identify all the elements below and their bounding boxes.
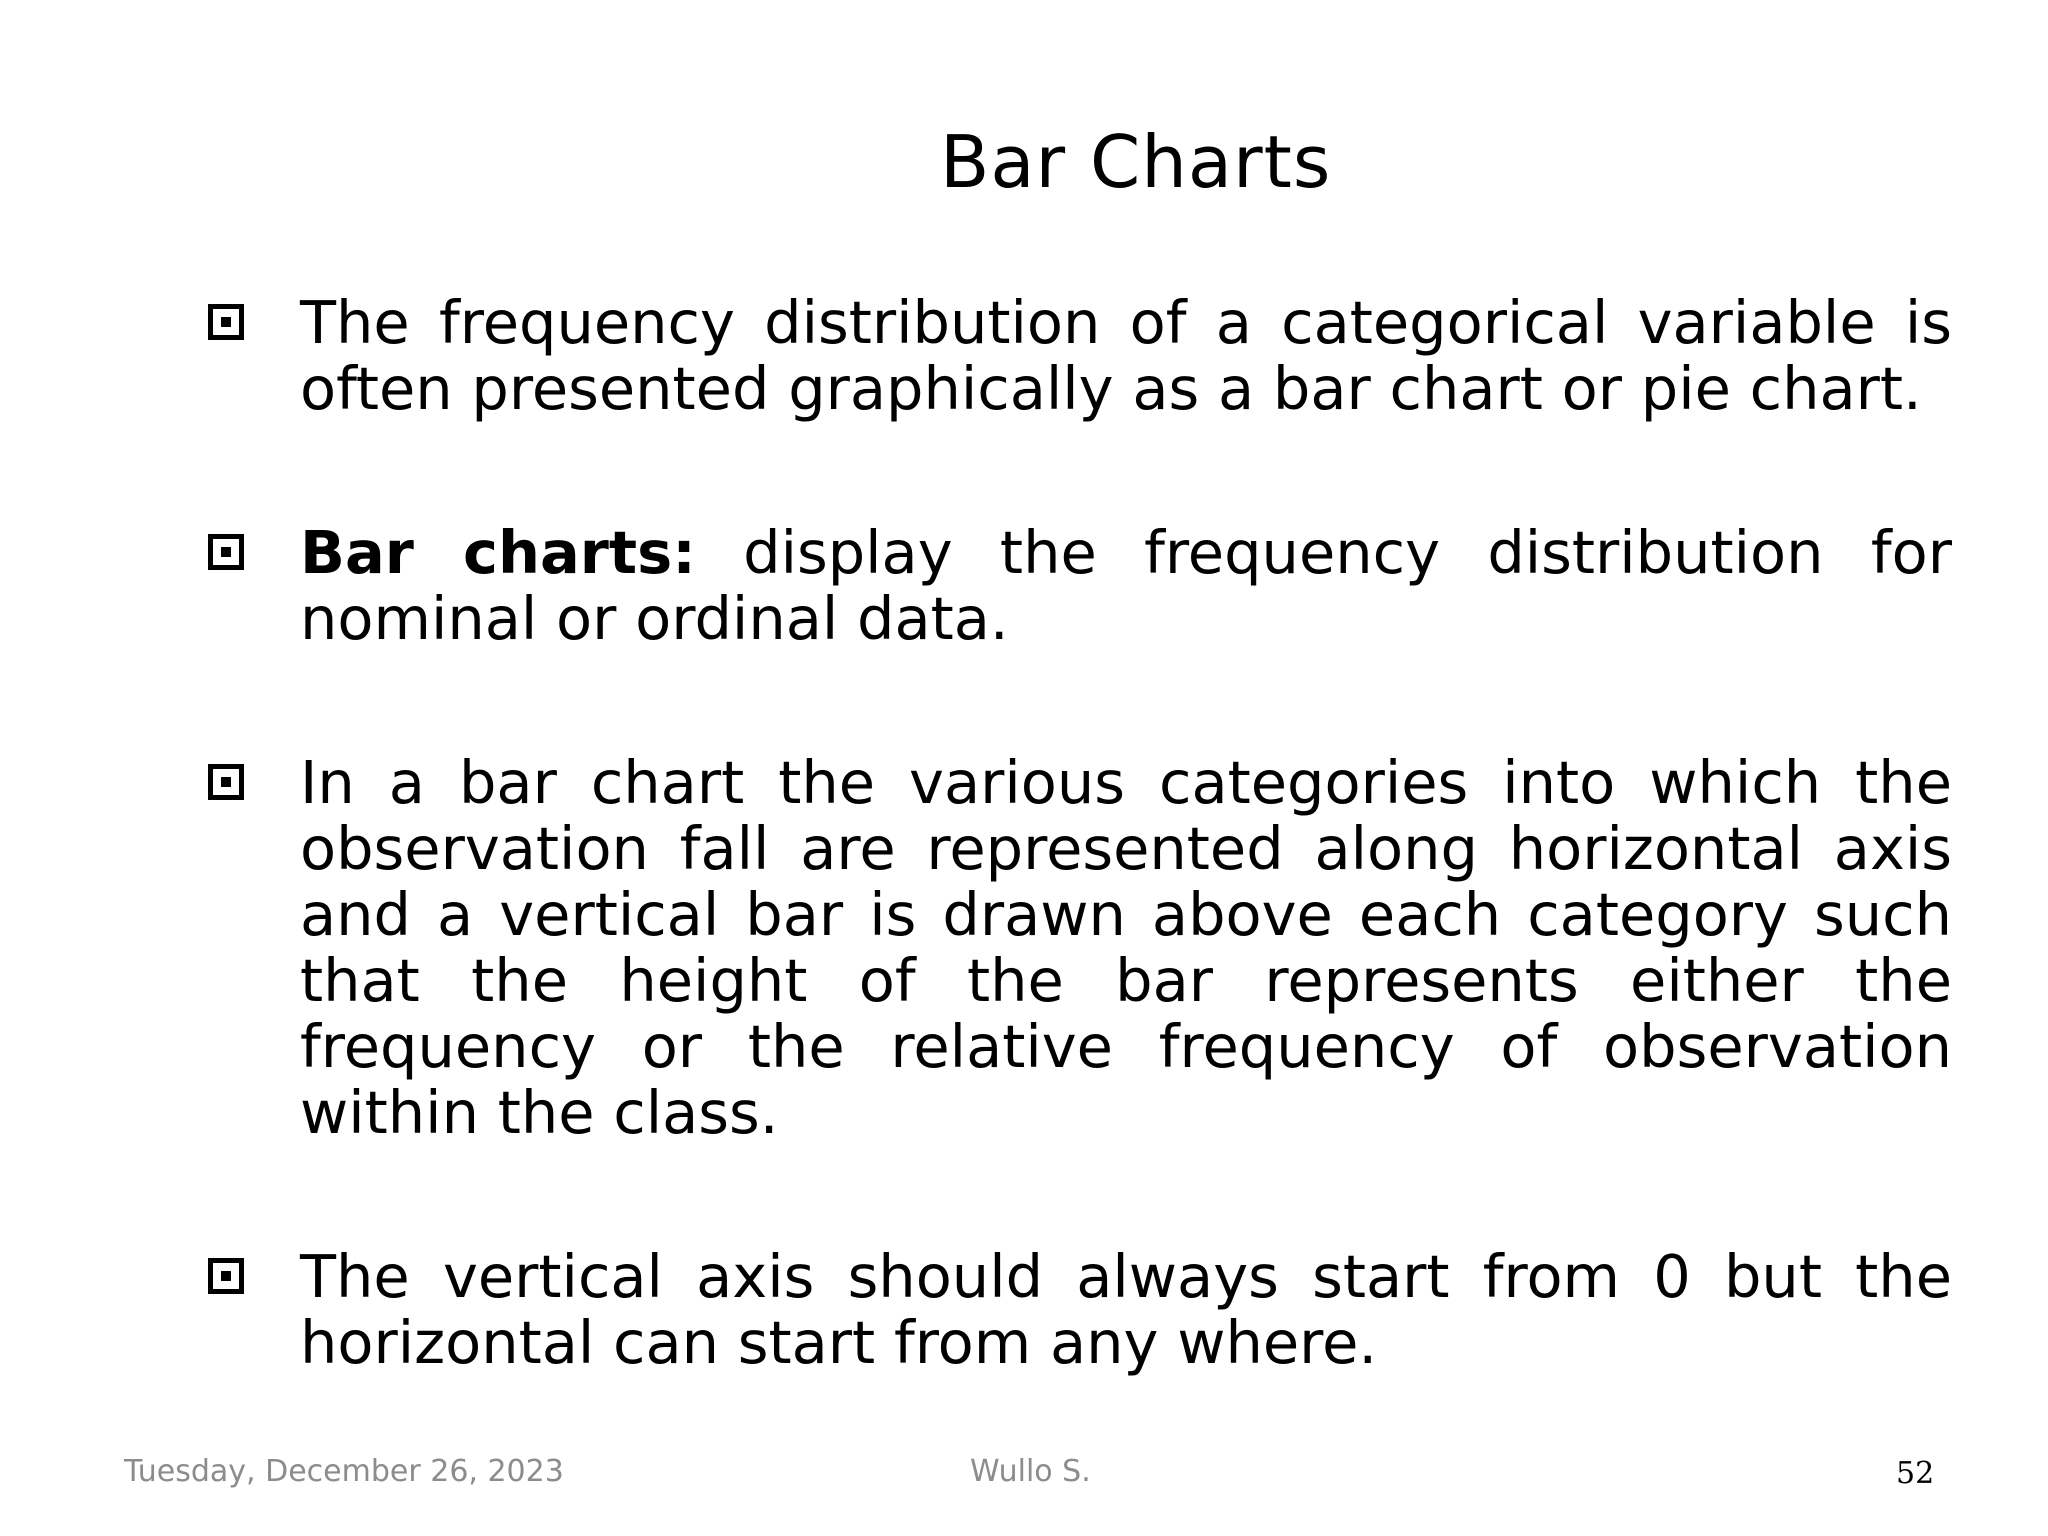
square-bullet-icon [208, 764, 244, 800]
bullet-bold-term: Bar charts: [300, 518, 696, 587]
bullet-text: display the frequency distribution for nominal or ordinal data. [300, 518, 1952, 653]
bullet-item [208, 1244, 1952, 1376]
square-bullet-icon [208, 534, 244, 570]
page-number: 52 [1896, 1456, 1935, 1491]
bullet-text: The frequency distribution of a categorical variable is often presented graphically as a bar chart or pie chart. [300, 288, 1952, 423]
bullet-list [208, 290, 1952, 1474]
bullet-item [208, 290, 1952, 422]
bullet-text: In a bar chart the various categories into which the observation fall are represented along horizontal axis and a vertical bar is drawn above each category such that the height of the bar represents either the frequency or the relative frequency of observation within the class. [300, 748, 1952, 1147]
bullet-item [208, 520, 1952, 652]
square-bullet-icon [208, 304, 244, 340]
square-bullet-icon [208, 1258, 244, 1294]
footer-date: Tuesday, December 26, 2023 [124, 1454, 564, 1489]
slide-title: Bar Charts [940, 120, 1332, 204]
bullet-item [208, 750, 1952, 1146]
bullet-text: The vertical axis should always start from 0 but the horizontal can start from any where. [300, 1242, 1952, 1377]
footer-author: Wullo S. [970, 1454, 1091, 1489]
